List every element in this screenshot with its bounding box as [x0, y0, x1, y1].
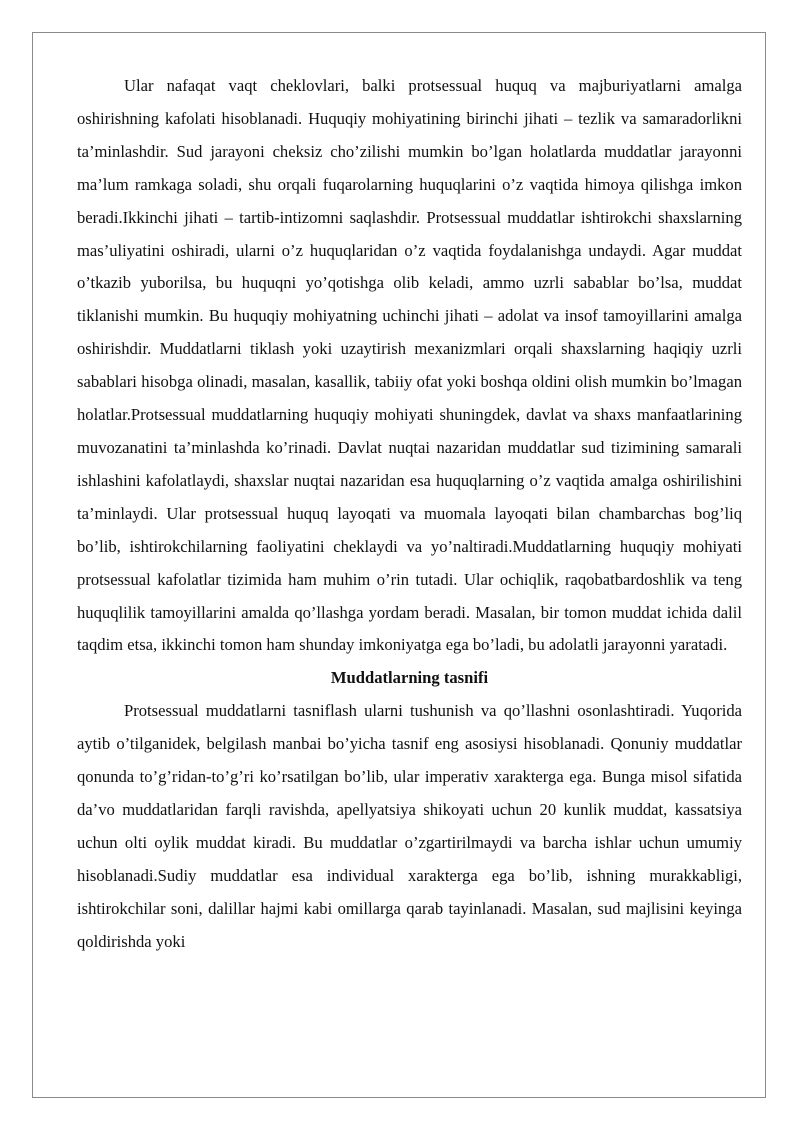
document-body	[77, 70, 742, 958]
paragraph-intro: Ular nafaqat vaqt cheklovlari, balki protsessual huquq va majburiyatlarni amalga oshirishning kafolati hisoblanadi. Huquqiy mohiyatining birinchi jihati – tezlik va samaradorlikni ta’minlashdir. Sud jarayoni cheksiz cho’zilishi mumkin bo’lgan holatlarda muddatlar jarayonni ma’lum ramkaga soladi, shu orqali fuqarolarning huquqlarini o’z vaqtida himoya qilishga imkon beradi.Ikkinchi jihati – tartib-intizomni saqlashdir. Protsessual muddatlar ishtirokchi shaxslarning mas’uliyatini oshiradi, ularni o’z huquqlaridan o’z vaqtida foydalanishga undaydi. Agar muddat o’tkazib yuborilsa, bu huquqni yo’qotishga olib keladi, ammo uzrli sabablar bo’lsa, muddat tiklanishi mumkin. Bu huquqiy mohiyatning uchinchi jihati – adolat va insof tamoyillarini amalga oshirishdir. Muddatlarni tiklash yoki uzaytirish mexanizmlari orqali shaxslarning haqiqiy uzrli sabablari hisobga olinadi, masalan, kasallik, tabiiy ofat yoki boshqa oldini olish mumkin bo’lmagan holatlar.Protsessual muddatlarning huquqiy mohiyati shuningdek, davlat va shaxs manfaatlarining muvozanatini ta’minlashda ko’rinadi. Davlat nuqtai nazaridan muddatlar sud tizimining samarali ishlashini kafolatlaydi, shaxslar nuqtai nazaridan esa huquqlarning o’z vaqtida amalga oshirilishini ta’minlaydi. Ular protsessual huquq layoqati va muomala layoqati bilan chambarchas bog’liq bo’lib, ishtirokchilarning faoliyatini cheklaydi va yo’naltiradi.Muddatlarning huquqiy mohiyati protsessual kafolatlar tizimida ham muhim o’rin tutadi. Ular ochiqlik, raqobatbardoshlik va teng huquqlilik tamoyillarini amalda qo’llashga yordam beradi. Masalan, bir tomon muddat ichida dalil taqdim etsa, ikkinchi tomon ham shunday imkoniyatga ega bo’ladi, bu adolatli jarayonni yaratadi.	[77, 76, 742, 655]
section-heading: Muddatlarning tasnifi	[330, 668, 489, 688]
paragraph-classification: Protsessual muddatlarni tasniflash ularni tushunish va qo’llashni osonlashtiradi. Yuqorida aytib o’tilganidek, belgilash manbai bo’yicha tasnif eng asosiysi hisoblanadi. Qonuniy muddatlar qonunda to’g’ridan-to’g’ri ko’rsatilgan bo’lib, ular imperativ xarakterga ega. Bunga misol sifatida da’vo muddatlaridan farqli ravishda, apellyatsiya shikoyati uchun 20 kunlik muddat, kassatsiya uchun olti oylik muddat kiradi. Bu muddatlar o’zgartirilmaydi va barcha ishlar uchun umumiy hisoblanadi.Sudiy muddatlar esa individual xarakterga ega bo’lib, ishning murakkabligi, ishtirokchilar soni, dalillar hajmi kabi omillarga qarab tayinlanadi. Masalan, sud majlisini keyinga qoldirishda yoki	[77, 701, 742, 951]
